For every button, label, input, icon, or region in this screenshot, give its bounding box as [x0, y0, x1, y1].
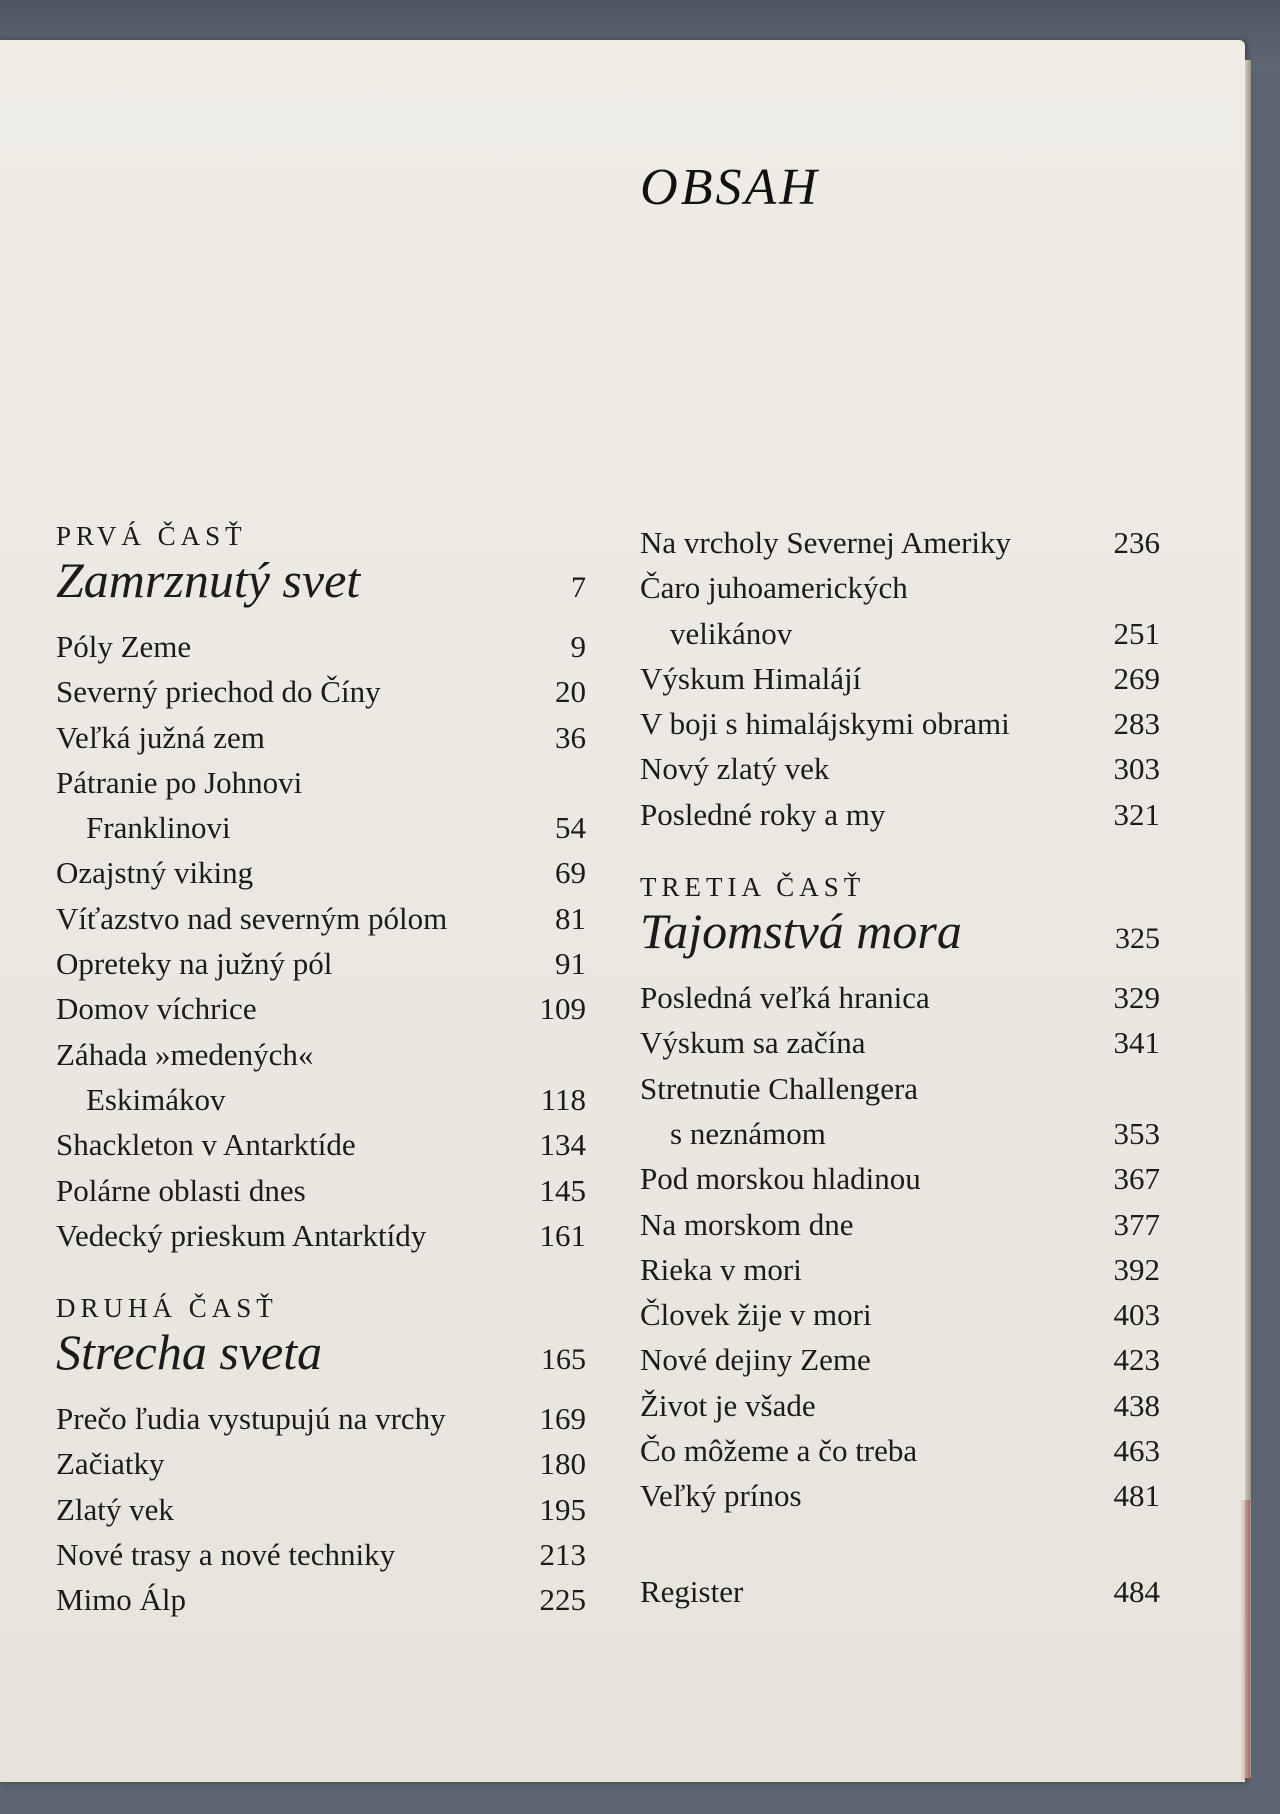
toc-entry: [56, 1487, 586, 1532]
part-label: TRETIA ČASŤ: [640, 872, 866, 903]
toc-entry-page: 36: [555, 719, 586, 755]
toc-entry-page: 81: [555, 900, 586, 936]
toc-entry-page: 134: [539, 1127, 586, 1163]
toc-entry: [640, 1292, 1160, 1337]
toc-entry: [640, 1156, 1160, 1201]
toc-entry: [56, 1168, 586, 1213]
toc-entry-title: Čo môžeme a čo treba: [640, 1433, 918, 1469]
toc-entry: [640, 1337, 1160, 1382]
toc-entry-page: 91: [555, 946, 586, 982]
part-page: 7: [571, 571, 586, 604]
part-title: Strecha sveta: [56, 1324, 323, 1381]
toc-entry: [640, 656, 1160, 701]
toc-entry-page: 225: [539, 1582, 586, 1618]
toc-entry: [640, 1020, 1160, 1065]
toc-entry-title: s neznámom: [670, 1115, 826, 1151]
toc-entry-page: 236: [1113, 525, 1160, 560]
toc-entry-page: 283: [1113, 706, 1160, 742]
toc-entry-title: Začiatky: [56, 1446, 165, 1482]
toc-entry-title: Čaro juhoamerických: [640, 570, 908, 606]
toc-entry-page: 438: [1113, 1387, 1160, 1423]
toc-entry: [640, 1247, 1160, 1292]
toc-entry-page: 463: [1113, 1433, 1160, 1469]
part-page: 325: [1115, 922, 1160, 956]
toc-entry: [56, 941, 586, 986]
toc-entry: [56, 624, 586, 669]
toc-entry: [56, 669, 586, 714]
toc-entry-title: Pod morskou hladinou: [640, 1161, 921, 1197]
toc-entry-page: 20: [555, 674, 586, 710]
toc-entry: [56, 1213, 586, 1258]
toc-entry: [56, 1077, 586, 1122]
toc-entry-page: 9: [570, 629, 586, 664]
toc-entry-page: 251: [1113, 615, 1160, 651]
toc-entry-page: 321: [1113, 796, 1160, 832]
toc-entry-title: Nové trasy a nové techniky: [56, 1537, 396, 1573]
toc-entry: [56, 1532, 586, 1577]
toc-entry-title: Opreteky na južný pól: [56, 946, 333, 982]
part-title: Zamrznutý svet: [56, 552, 361, 608]
page-edge-shadow: [1240, 1500, 1250, 1780]
toc-entry-title: Nové dejiny Zeme: [640, 1342, 871, 1378]
toc-left-column: [56, 520, 586, 1623]
toc-entry-title: Severný priechod do Číny: [56, 674, 381, 710]
toc-entry-page: 303: [1113, 751, 1160, 787]
toc-entry: [640, 975, 1160, 1020]
toc-entry: [56, 760, 586, 805]
toc-entry-title: Póly Zeme: [56, 629, 192, 664]
toc-entry-title: Vedecký prieskum Antarktídy: [56, 1217, 427, 1253]
toc-entry-page: 213: [539, 1537, 586, 1573]
toc-entry: [640, 792, 1160, 837]
toc-entry: [640, 746, 1160, 791]
toc-entry: [56, 1122, 586, 1167]
toc-entry-page: 109: [539, 991, 586, 1027]
toc-entry-page: 481: [1113, 1478, 1160, 1514]
toc-entry-title: Prečo ľudia vystupujú na vrchy: [56, 1401, 446, 1437]
toc-entry-title: Pátranie po Johnovi: [56, 764, 303, 800]
toc-entry-title: Výskum sa začína: [640, 1025, 866, 1061]
toc-entry: [56, 850, 586, 895]
toc-entry-title: Veľká južná zem: [56, 719, 265, 755]
toc-entry-title: Záhada »medených«: [56, 1036, 314, 1072]
toc-entry: [640, 701, 1160, 746]
toc-entry-page: 145: [539, 1172, 586, 1208]
toc-entry: [56, 1441, 586, 1486]
toc-entry-page: 195: [539, 1491, 586, 1527]
toc-entry-page: 69: [555, 855, 586, 891]
toc-entry: [640, 1473, 1160, 1518]
toc-entry-page: 392: [1113, 1251, 1160, 1287]
toc-entry: [640, 565, 1160, 610]
toc-entry-page: 269: [1113, 660, 1160, 696]
toc-entry-title: velikánov: [670, 615, 793, 651]
toc-entry: [640, 1428, 1160, 1473]
toc-entry-title: Stretnutie Challengera: [640, 1070, 919, 1106]
toc-entry-page: 377: [1113, 1206, 1160, 1242]
toc-entry-title: Franklinovi: [86, 810, 231, 846]
toc-entry: [56, 1396, 586, 1441]
toc-entry-title: Domov víchrice: [56, 991, 257, 1027]
toc-entry: [56, 1577, 586, 1622]
toc-entry: [640, 1111, 1160, 1156]
toc-entry: [56, 805, 586, 850]
toc-entry-title: Shackleton v Antarktíde: [56, 1127, 356, 1163]
toc-entry-title: Na vrcholy Severnej Ameriky: [640, 525, 1012, 560]
toc-entry-title: Posledné roky a my: [640, 796, 886, 832]
toc-entry: [56, 1032, 586, 1077]
toc-entry-page: 169: [539, 1401, 586, 1437]
part-heading: [56, 1324, 586, 1384]
toc-entry-title: Eskimákov: [86, 1081, 226, 1117]
section-gap: [640, 1519, 1160, 1569]
part-title: Tajomstvá mora: [640, 903, 962, 960]
section-gap: [640, 837, 1160, 871]
toc-entry-page: 180: [539, 1446, 586, 1482]
toc-entry-title: Víťazstvo nad severným pólom: [56, 900, 448, 936]
toc-entry-title: Mimo Álp: [56, 1582, 187, 1618]
toc-entry: [640, 1066, 1160, 1111]
part-page: 165: [541, 1343, 586, 1377]
toc-entry-title: Posledná veľká hranica: [640, 980, 930, 1016]
toc-entry: [640, 1569, 1160, 1614]
toc-entry: [56, 986, 586, 1031]
page-title: OBSAH: [640, 159, 820, 216]
toc-entry-page: 54: [555, 810, 586, 846]
toc-entry-title: Nový zlatý vek: [640, 751, 830, 787]
toc-entry-page: 353: [1113, 1115, 1160, 1151]
toc-entry-page: 118: [540, 1081, 586, 1117]
section-gap: [56, 1258, 586, 1292]
part-heading: [56, 552, 586, 612]
toc-entry-title: Život je všade: [640, 1387, 816, 1423]
toc-entry: [56, 715, 586, 760]
toc-entry-title: Človek žije v mori: [640, 1297, 872, 1333]
toc-entry: [640, 1383, 1160, 1428]
toc-entry-title: V boji s himalájskymi obrami: [640, 706, 1010, 742]
part-heading: [640, 903, 1160, 963]
toc-entry-title: Register: [640, 1573, 744, 1609]
toc-entry-title: Ozajstný viking: [56, 855, 254, 891]
toc-right-column: [640, 520, 1160, 1614]
toc-entry-title: Zlatý vek: [56, 1491, 174, 1527]
toc-entry-title: Výskum Himalájí: [640, 660, 862, 696]
toc-entry-title: Na morskom dne: [640, 1206, 854, 1242]
toc-entry-title: Polárne oblasti dnes: [56, 1172, 306, 1208]
toc-entry-page: 161: [539, 1217, 586, 1253]
part-label: PRVÁ ČASŤ: [56, 521, 247, 551]
toc-entry: [640, 1202, 1160, 1247]
toc-entry-page: 329: [1113, 980, 1160, 1016]
toc-entry-page: 484: [1113, 1573, 1160, 1609]
toc-entry-page: 403: [1113, 1297, 1160, 1333]
toc-entry-title: Rieka v mori: [640, 1251, 802, 1287]
part-label: DRUHÁ ČASŤ: [56, 1293, 278, 1324]
toc-entry-page: 423: [1113, 1342, 1160, 1378]
toc-entry-page: 367: [1113, 1161, 1160, 1197]
toc-entry: [56, 896, 586, 941]
toc-entry: [640, 520, 1160, 565]
toc-entry-title: Veľký prínos: [640, 1478, 802, 1514]
toc-entry: [640, 611, 1160, 656]
toc-entry-page: 341: [1113, 1025, 1160, 1061]
